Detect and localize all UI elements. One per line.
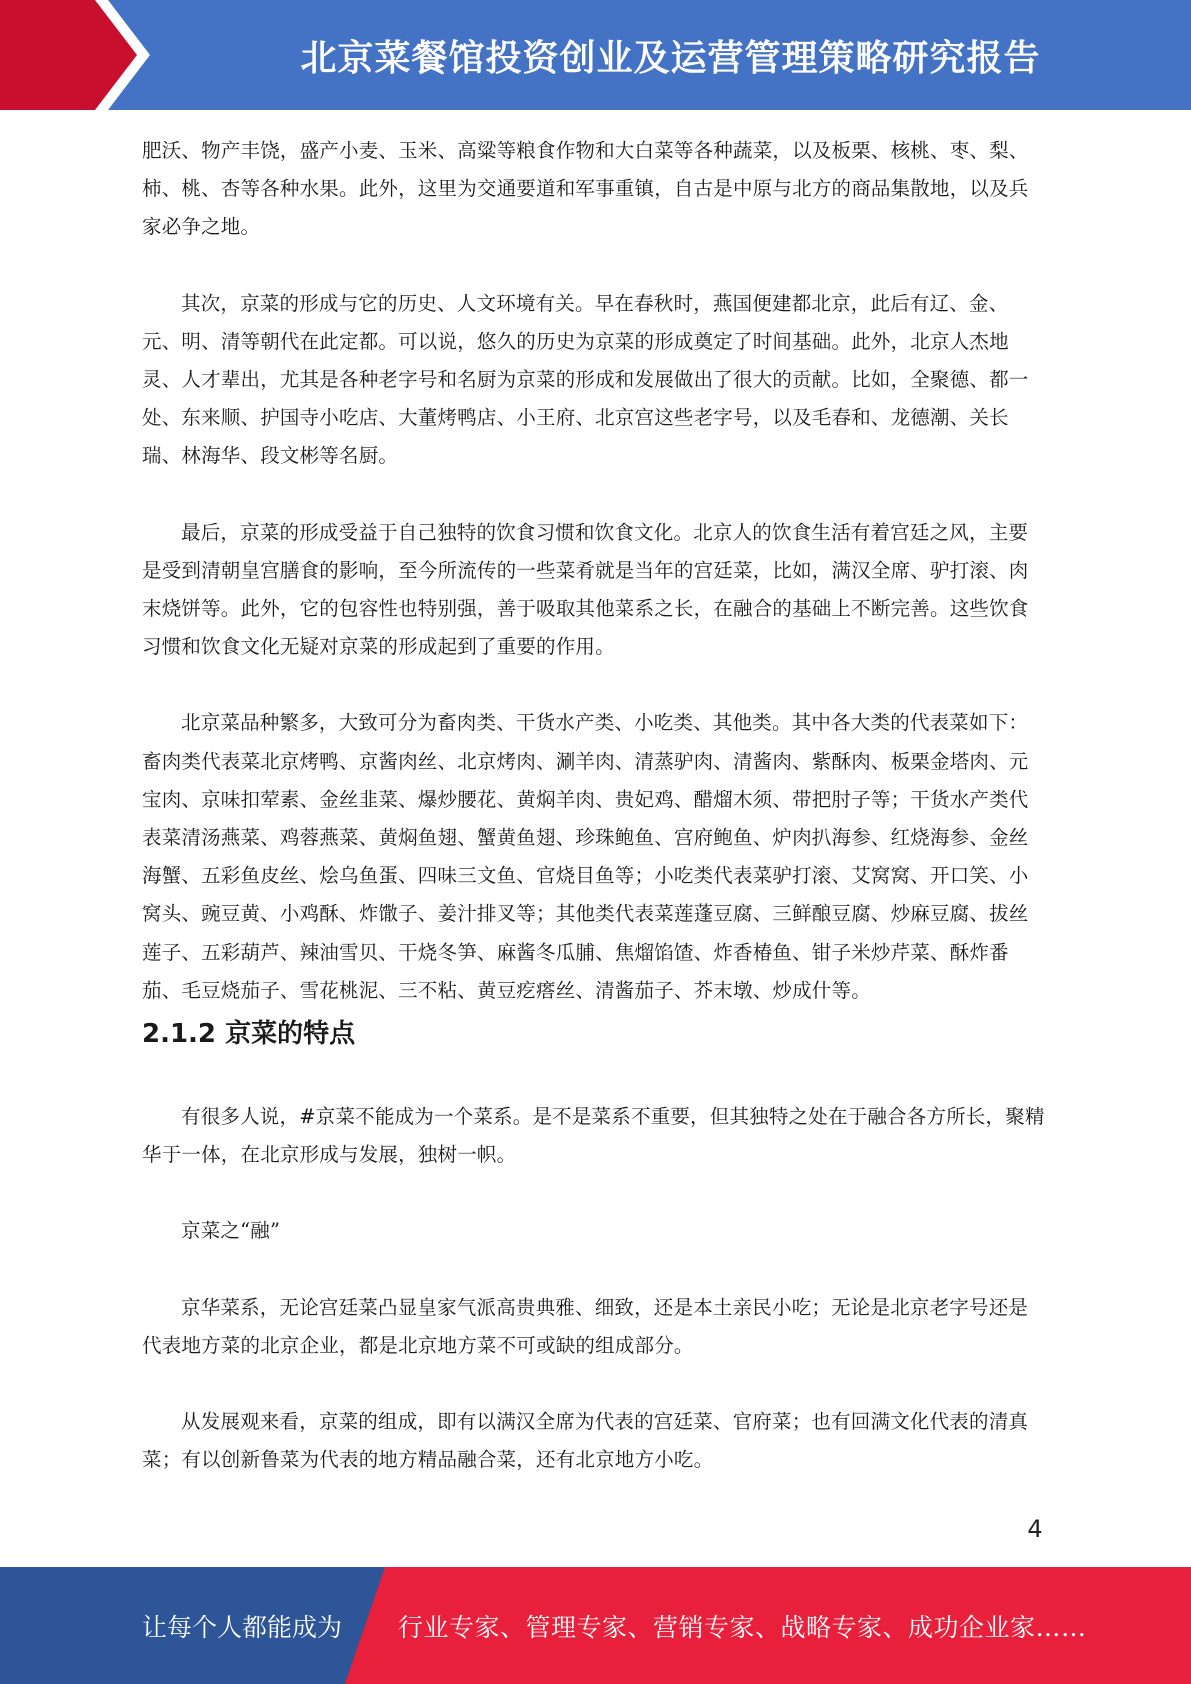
paragraph: 肥沃、物产丰饶，盛产小麦、玉米、高粱等粮食作物和大白菜等各种蔬菜，以及板栗、核桃、枣、梨、柿、桃、杏等各种水果。此外，这里为交通要道和军事重镇，自古是中原与北方的商品集散地，以及兵家必争之地。 bbox=[142, 139, 1029, 239]
page-number: 4 bbox=[1027, 1515, 1043, 1543]
header-red-arrow bbox=[0, 0, 150, 110]
paragraph: 最后，京菜的形成受益于自己独特的饮食习惯和饮食文化。北京人的饮食生活有着宫廷之风，主要是受到清朝皇宫膳食的影响，至今所流传的一些菜肴就是当年的宫廷菜，比如，满汉全席、驴打滚、肉末烧饼等。此外，它的包容性也特别强，善于吸取其他菜系之长，在融合的基础上不断完善。这些饮食习惯和饮食文化无疑对京菜的形成起到了重要的作用。 bbox=[142, 520, 1029, 659]
paragraph: 从发展观来看，京菜的组成，即有以满汉全席为代表的宫廷菜、官府菜；也有回满文化代表的清真菜；有以创新鲁菜为代表的地方精品融合菜，还有北京地方小吃。 bbox=[142, 1410, 1029, 1472]
paragraph: 有很多人说，#京菜不能成为一个菜系。是不是菜系不重要，但其独特之处在于融合各方所长，聚精华于一体，在北京形成与发展，独树一帜。 bbox=[142, 1105, 1045, 1167]
paragraph: 京华菜系，无论宫廷菜凸显皇家气派高贵典雅、细致，还是本土亲民小吃；无论是北京老字号还是代表地方菜的北京企业，都是北京地方菜不可或缺的组成部分。 bbox=[142, 1295, 1029, 1357]
document-body bbox=[142, 132, 1047, 1479]
report-title: 北京菜餐馆投资创业及运营管理策略研究报告 bbox=[300, 37, 1041, 79]
paragraph: 北京菜品种繁多，大致可分为畜肉类、干货水产类、小吃类、其他类。其中各大类的代表菜如下：畜肉类代表菜北京烤鸭、京酱肉丝、北京烤肉、涮羊肉、清蒸驴肉、清酱肉、紫酥肉、板栗金塔肉、元宝肉、京味扣荤素、金丝韭菜、爆炒腰花、黄焖羊肉、贵妃鸡、醋熘木须、带把肘子等；干货水产类代表菜清汤燕菜、鸡蓉燕菜、黄焖鱼翅、蟹黄鱼翅、珍珠鲍鱼、宫府鲍鱼、炉肉扒海参、红烧海参、金丝海蟹、五彩鱼皮丝、烩乌鱼蛋、四味三文鱼、官烧目鱼等；小吃类代表菜驴打滚、艾窝窝、开口笑、小窝头、豌豆黄、小鸡酥、炸馓子、姜汁排叉等；其他类代表菜莲蓬豆腐、三鲜酿豆腐、炒麻豆腐、拔丝莲子、五彩葫芦、辣油雪贝、干烧冬笋、麻酱冬瓜脯、焦熘馅馇、炸香椿鱼、钳子米炒芹菜、酥炸番茄、毛豆烧茄子、雪花桃泥、三不粘、黄豆疙瘩丝、清酱茄子、芥末墩、炒成什等。 bbox=[142, 711, 1029, 1002]
section-heading: 2.1.2 京菜的特点 bbox=[142, 1019, 356, 1050]
paragraph: 其次，京菜的形成与它的历史、人文环境有关。早在春秋时，燕国便建都北京，此后有辽、金、元、明、清等朝代在此定都。可以说，悠久的历史为京菜的形成奠定了时间基础。此外，北京人杰地灵、人才辈出，尤其是各种老字号和名厨为京菜的形成和发展做出了很大的贡献。比如，全聚德、都一处、东来顺、护国寺小吃店、大董烤鸭店、小王府、北京宫这些老字号，以及毛春和、龙德潮、关长瑞、林海华、段文彬等名厨。 bbox=[142, 291, 1029, 468]
footer-slogan-right: 行业专家、管理专家、营销专家、战略专家、成功企业家…… bbox=[398, 1612, 1087, 1642]
footer-slogan-left: 让每个人都能成为 bbox=[142, 1612, 343, 1642]
paragraph: 京菜之“融” bbox=[181, 1219, 281, 1243]
